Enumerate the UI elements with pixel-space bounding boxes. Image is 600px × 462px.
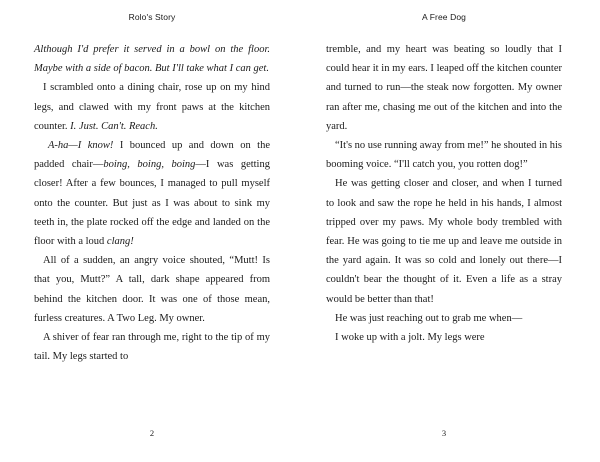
page-number-left: 2 bbox=[149, 428, 155, 438]
paragraph: He was getting closer and closer, and when I turned to look and saw the rope he held in his hands, I almost tripped over my paws. My whole body trembled with fear. He was going to tie me up and leave me outside in the yard again. It was so cold and lonely out there—I couldn't bear the thought of it. Even a life as a stray would be better than that! bbox=[326, 178, 562, 305]
italic-text: I. Just. Can't. Reach. bbox=[70, 120, 158, 132]
italic-text: Although I'd prefer it served in a bowl on the floor. Maybe with a side of bacon. But I'll take what I can get. bbox=[34, 44, 270, 75]
italic-text: A-ha—I know! bbox=[48, 140, 114, 152]
paragraph: A shiver of fear ran through me, right to the tip of my tail. My legs started to bbox=[34, 332, 270, 363]
paragraph: All of a sudden, an angry voice shouted, “Mutt! Is that you, Mutt?” A tall, dark shape appeared from behind the kitchen door. It was one of those mean, furless creatures. A Two Leg. My owner. bbox=[34, 255, 270, 324]
paragraph: I woke up with a jolt. My legs were bbox=[335, 332, 485, 344]
italic-text: boing, boing, boing bbox=[103, 159, 196, 171]
text-span: —I was getting closer! After a few bounces, I managed to pull myself onto the counter. But just as I was about to sink my teeth in, the plate rocked off the edge and landed on the floor with a loud bbox=[34, 159, 270, 248]
italic-text: clang! bbox=[106, 236, 134, 248]
paragraph bbox=[34, 78, 270, 136]
paragraph bbox=[34, 40, 270, 78]
text-span: I bounced up and down on the padded chair— bbox=[34, 140, 271, 171]
paragraph: tremble, and my heart was beating so loudly that I could hear it in my ears. I leaped off the kitchen counter and turned to run—the steak now forgotten. My owner ran after me, chasing me out of the kitchen and into the yard. bbox=[326, 44, 562, 132]
right-body-text bbox=[326, 40, 562, 347]
paragraph bbox=[34, 136, 270, 251]
running-head-right: A Free Dog bbox=[422, 12, 466, 22]
page-number-right: 3 bbox=[441, 428, 447, 438]
text-span: I scrambled onto a dining chair, rose up on my hind legs, and clawed with my front paws at the kitchen counter. bbox=[34, 82, 270, 132]
paragraph: He was just reaching out to grab me when— bbox=[335, 312, 523, 324]
right-page bbox=[300, 0, 600, 462]
running-head-left: Rolo's Story bbox=[128, 12, 176, 22]
left-body-text bbox=[34, 40, 270, 366]
paragraph: “It's no use running away from me!” he shouted in his booming voice. “I'll catch you, you rotten dog!” bbox=[326, 140, 563, 171]
